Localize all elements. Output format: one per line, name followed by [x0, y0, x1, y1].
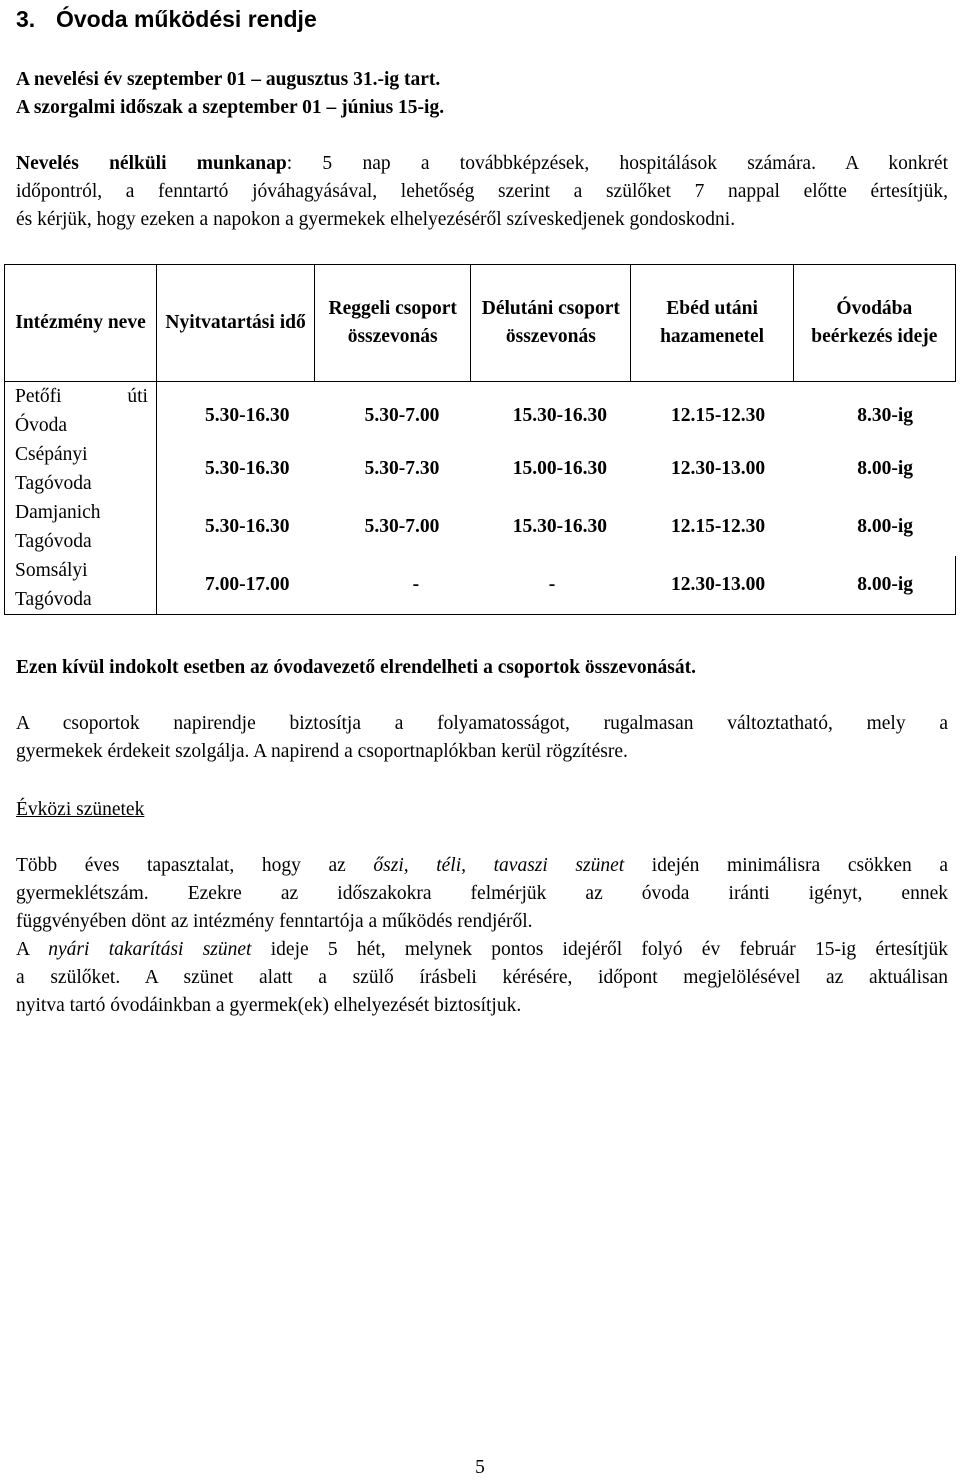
morning-merge: 5.30-7.30 [364, 458, 440, 479]
nonteaching-day-paragraph [16, 150, 948, 234]
header-institution: Intézmény neve [5, 265, 157, 382]
breaks-line-2: gyermeklétszám. Ezekre az időszakokra felmérjük az óvoda iránti igényt, ennek [16, 883, 948, 904]
section-title: Óvoda működési rendje [56, 6, 317, 32]
arrival-time: 8.30-ig [857, 405, 913, 426]
breaks-emphasis: őszi, téli, tavaszi szünet [373, 855, 625, 876]
header-afternoon-merge: Délutáni csoport összevonás [471, 265, 631, 382]
after-lunch: 12.15-12.30 [670, 516, 766, 537]
opening-time: 7.00-17.00 [156, 556, 314, 615]
breaks-title: Évközi szünetek [16, 799, 145, 820]
breaks-paragraph [16, 852, 948, 1020]
morning-merge: 5.30-7.00 [364, 405, 440, 426]
after-lunch: 12.30-13.00 [631, 556, 793, 615]
school-year-line: A nevelési év szeptember 01 – augusztus 31.-ig tart. [16, 69, 441, 90]
table-row [5, 498, 956, 556]
name-part: Damjanich [15, 502, 101, 523]
opening-time: 5.30-16.30 [204, 405, 290, 426]
header-arrival: Óvodába beérkezés ideje [793, 265, 955, 382]
name-part: Tagóvoda [15, 531, 92, 552]
breaks-line-4 [16, 936, 948, 964]
header-morning-merge: Reggeli csoport összevonás [315, 265, 471, 382]
breaks-line-5: a szülőket. A szünet alatt a szülő írásbeli kérésére, időpont megjelölésével az aktuálisan [16, 967, 948, 988]
breaks-text: ideje 5 hét, melynek pontos idejéről folyó év február 15-ig értesítjük [251, 939, 949, 960]
daily-routine-line-1: A csoportok napirendje biztosítja a folyamatosságot, rugalmasan változtatható, mely a [16, 713, 948, 734]
section-heading [16, 2, 317, 36]
afternoon-merge: 15.30-16.30 [512, 405, 607, 426]
opening-time: 5.30-16.30 [204, 458, 290, 479]
afternoon-merge: 15.30-16.30 [512, 516, 607, 537]
afternoon-merge: - [471, 556, 631, 615]
after-lunch: 12.15-12.30 [670, 405, 766, 426]
nonteaching-line-1 [16, 150, 948, 178]
name-part: Somsályi [15, 560, 88, 581]
institution-name [5, 556, 157, 615]
breaks-text: A [16, 939, 49, 960]
term-period-line: A szorgalmi időszak a szeptember 01 – június 15-ig. [16, 97, 445, 118]
nonteaching-label: Nevelés nélküli munkanap [16, 153, 287, 174]
table-row [5, 382, 956, 441]
institution-name [5, 440, 157, 498]
table-header-row [5, 265, 956, 382]
opening-hours-table [4, 264, 956, 615]
header-after-lunch: Ebéd utáni hazamenetel [631, 265, 793, 382]
merge-note: Ezen kívül indokolt esetben az óvodavezető elrendelheti a csoportok összevonását. [16, 657, 696, 678]
after-lunch: 12.30-13.00 [670, 458, 766, 479]
morning-merge: 5.30-7.00 [364, 516, 440, 537]
arrival-time: 8.00-ig [857, 458, 913, 479]
breaks-emphasis: nyári takarítási szünet [48, 939, 252, 960]
table-row [5, 440, 956, 498]
section-number: 3. [16, 6, 36, 32]
school-year-intro [16, 66, 948, 122]
header-opening-time: Nyitvatartási idő [156, 265, 314, 382]
daily-routine-line-2: gyermekek érdekeit szolgálja. A napirend a csoportnaplókban kerül rögzítésre. [16, 741, 628, 762]
breaks-text: idején minimálisra csökken a [624, 855, 948, 876]
arrival-time: 8.00-ig [857, 516, 913, 537]
name-part: Tagóvoda [15, 473, 92, 494]
name-part: Petőfi [15, 386, 62, 407]
table-row [5, 556, 956, 615]
nonteaching-text: : 5 nap a továbbképzések, hospitálások számára. A konkrét [286, 153, 948, 174]
daily-routine-paragraph [16, 710, 948, 766]
nonteaching-line-2: időpontról, a fenntartó jóváhagyásával, lehetőség szerint a szülőket 7 nappal előtte értesítjük, [16, 181, 948, 202]
nonteaching-line-3: és kérjük, hogy ezeken a napokon a gyermekek elhelyezéséről szíveskedjenek gondoskodni. [16, 209, 736, 230]
institution-name [5, 498, 157, 556]
name-part: Csépányi [15, 444, 88, 465]
breaks-line-1 [16, 852, 948, 880]
name-part: úti [127, 386, 148, 407]
breaks-line-6: nyitva tartó óvodáinkban a gyermek(ek) elhelyezését biztosítjuk. [16, 995, 522, 1016]
page-number: 5 [475, 1457, 485, 1478]
morning-merge: - [315, 556, 471, 615]
breaks-text: Több éves tapasztalat, hogy az [16, 855, 374, 876]
name-part: Óvoda [15, 415, 67, 436]
opening-time: 5.30-16.30 [204, 516, 290, 537]
breaks-line-3: függvényében dönt az intézmény fenntartója a működés rendjéről. [16, 911, 533, 932]
arrival-time: 8.00-ig [793, 556, 955, 615]
institution-name [5, 382, 157, 441]
name-part: Tagóvoda [15, 589, 92, 610]
afternoon-merge: 15.00-16.30 [512, 458, 607, 479]
